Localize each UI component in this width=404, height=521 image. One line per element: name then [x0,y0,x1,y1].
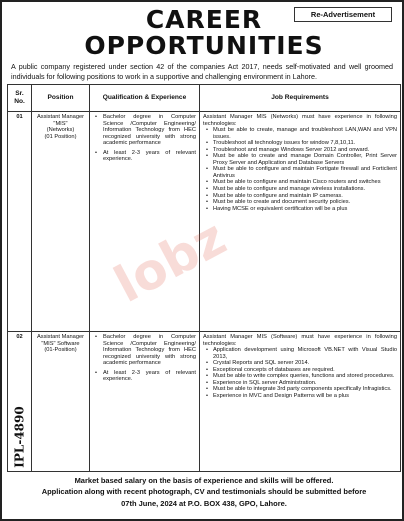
requirement-item: • Application development using Microsoft VB.NET with Visual Studio 2013, [203,347,397,360]
requirement-item: • Must be able to create and manage Domain Controller, Print Server Proxy Server and Application and Database Servers [203,153,397,166]
requirement-item: • Troubleshoot all technology issues for window 7,8,10,11. [203,140,397,147]
position-line: (01 Position) [44,133,77,140]
requirement-item: • Experience in SQL server Administration. [203,380,397,387]
requirements-cell [200,332,401,472]
requirement-item: • Must be able to create and document security policies. [203,199,397,206]
requirements-cell [200,112,401,332]
position-line: "MIS" Software [41,340,80,347]
title-opportunities: OPPORTUNITIES [84,31,324,60]
header-sr-no: Sr. No. [8,85,32,112]
requirement-item: • Must be able to configure and maintain Fortigate firewall and Forticlient Antivirus [203,166,397,179]
sr-no-cell: 02 [8,332,32,472]
deadline-address: 07th June, 2024 at P.O. BOX 438, GPO, Lahore. [121,499,287,508]
position-line: "MIS" [53,120,68,127]
qualification-cell [90,112,200,332]
position-line: Assistant Manager [36,114,85,120]
header-requirements: Job Requirements [200,85,401,112]
requirement-item: • Must be able to configure and manage wireless installations. [203,186,397,193]
requirement-item: • Must be able to create, manage and troubleshoot LAN,WAN and VPN issues. [203,127,397,140]
position-line: (01-Position) [44,347,77,354]
requirement-item: • Must be able to write complex queries, functions and stored procedures. [203,373,397,380]
requirement-item: • Exceptional concepts of databases are required. [203,367,397,374]
jobs-table [7,84,401,472]
application-note: Application along with recent photograph, CV and testimonials should be submitted before [41,487,367,496]
table-row [8,112,401,332]
re-advertisement-badge: Re-Advertisement [294,7,392,22]
header-qualification: Qualification & Experience [90,85,200,112]
position-cell [32,112,90,332]
requirement-item: • Troubleshoot and manage Windows Server 2012 and onward. [203,147,397,154]
table-row [8,332,401,472]
watermark: lobz [105,208,236,314]
qualification-cell [90,332,200,472]
position-line: Assistant Manager [36,334,85,340]
intro-paragraph: A public company registered under section 42 of the companies Act 2017, needs self-motivated and well groomed individuals for following positions to work in a supportive and challenging environment in Lahore. [11,62,393,81]
qualification-item: • Bachelor degree in Computer Science /Computer Engineering/ Information Technology from HEC recognized university with strong academic performance [93,334,196,367]
requirements-intro: Assistant Manager MIS (Networks) must have experience in following technologies: [203,114,397,127]
requirement-item: • Crystal Reports and SQL server 2014. [203,360,397,367]
requirement-item: • Having MCSE or equivalent certification will be a plus [203,206,397,213]
title-career: CAREER [145,5,263,34]
table-header-row [8,85,401,112]
ipl-code [7,402,33,472]
requirement-item: • Experience in MVC and Design Patterns will be a plus [203,393,397,400]
position-cell [32,332,90,472]
ipl-code-text: IPL-4890 [13,406,28,468]
requirements-intro: Assistant Manager MIS (Software) must have experience in following technologies: [203,334,397,347]
requirement-item: • Must be able to configure and maintain Cisco routers and switches [203,179,397,186]
salary-note: Market based salary on the basis of experience and skills will be offered. [74,476,334,485]
qualification-item: • At least 2-3 years of relevant experience. [93,370,196,383]
requirement-item: • Must be able to integrate 3rd party components specifically Infragistics. [203,386,397,393]
qualification-item: • At least 2-3 years of relevant experience. [93,150,196,163]
requirement-item: • Must be able to configure and maintain IP cameras. [203,193,397,200]
header-position: Position [32,85,90,112]
sr-no-cell: 01 [8,112,32,332]
position-line: (Networks) [46,127,75,134]
qualification-item: • Bachelor degree in Computer Science /Computer Engineering/ Information Technology from HEC recognized university with strong academic performance [93,114,196,147]
